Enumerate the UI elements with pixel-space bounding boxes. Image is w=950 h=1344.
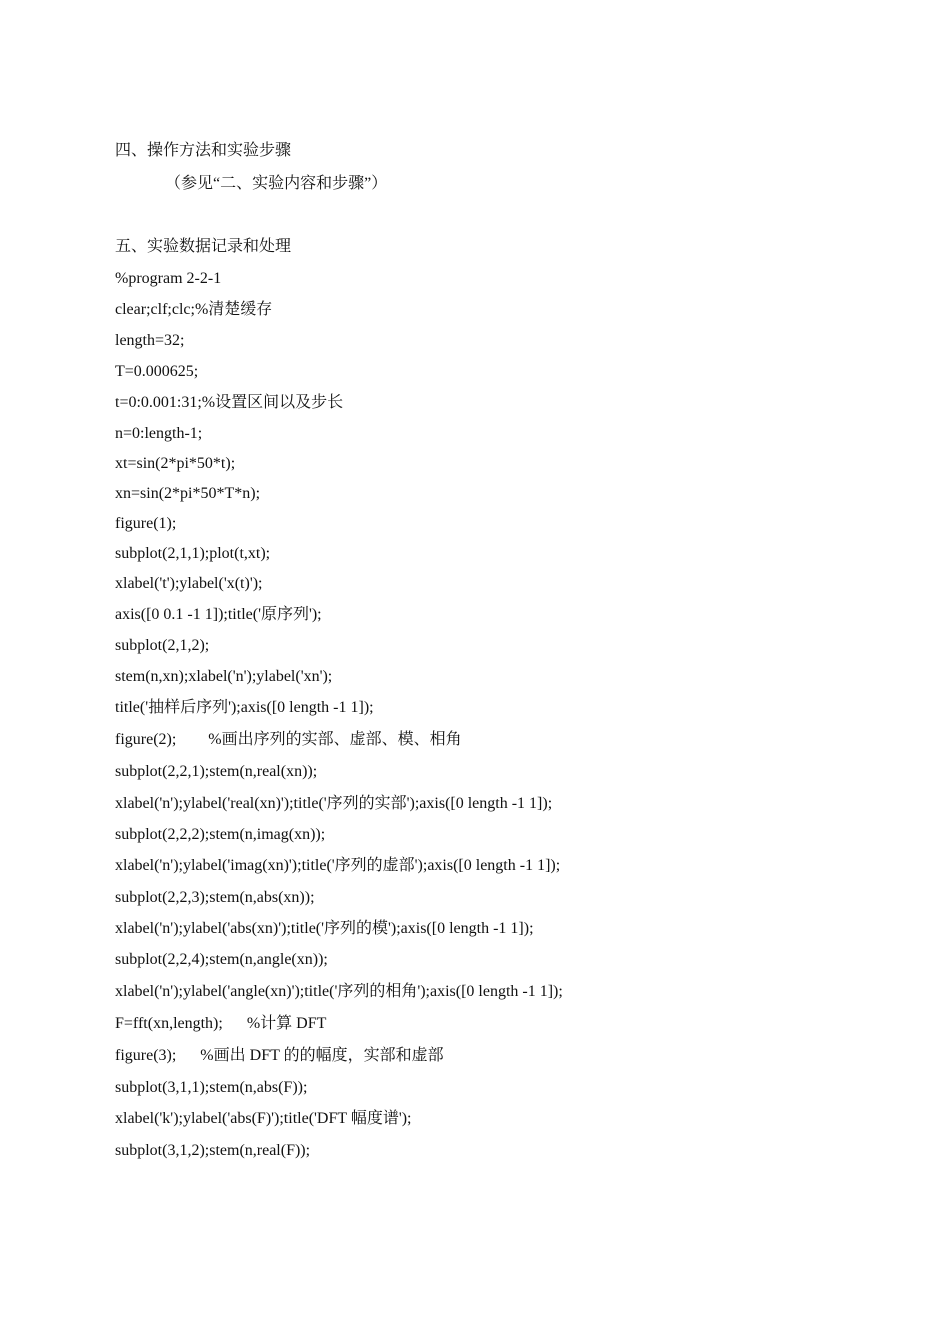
code-line: xlabel('n');ylabel('real(xn)');title('序列的实部');axis([0 length -1 1]); [115, 795, 553, 812]
code-line: %program 2-2-1 [115, 270, 222, 287]
code-line: figure(2); %画出序列的实部、虚部、模、相角 [115, 731, 462, 748]
code-line: length=32; [115, 332, 185, 349]
code-line: subplot(2,1,1);plot(t,xt); [115, 545, 271, 562]
code-line: xt=sin(2*pi*50*t); [115, 455, 236, 472]
code-line: n=0:length-1; [115, 425, 203, 442]
section-4-heading: 四、操作方法和实验步骤 [115, 142, 292, 159]
code-line: figure(1); [115, 515, 177, 532]
code-line: subplot(2,2,3);stem(n,abs(xn)); [115, 889, 315, 906]
section-5-heading: 五、实验数据记录和处理 [115, 238, 292, 255]
code-line: xlabel('n');ylabel('angle(xn)');title('序列的相角');axis([0 length -1 1]); [115, 983, 563, 1000]
code-line: subplot(2,1,2); [115, 637, 210, 654]
code-line: subplot(3,1,1);stem(n,abs(F)); [115, 1079, 308, 1096]
code-line: title('抽样后序列');axis([0 length -1 1]); [115, 699, 374, 716]
code-line: subplot(2,2,4);stem(n,angle(xn)); [115, 951, 328, 968]
code-line: axis([0 0.1 -1 1]);title('原序列'); [115, 606, 322, 623]
code-line: xlabel('t');ylabel('x(t)'); [115, 575, 263, 592]
code-line: subplot(2,2,2);stem(n,imag(xn)); [115, 826, 326, 843]
code-line: figure(3); %画出 DFT 的的幅度，实部和虚部 [115, 1047, 444, 1064]
code-line: subplot(2,2,1);stem(n,real(xn)); [115, 763, 318, 780]
code-line: xlabel('n');ylabel('abs(xn)');title('序列的模');axis([0 length -1 1]); [115, 920, 534, 937]
code-line: xlabel('k');ylabel('abs(F)');title('DFT 幅度谱'); [115, 1110, 412, 1127]
code-line: xlabel('n');ylabel('imag(xn)');title('序列的虚部');axis([0 length -1 1]); [115, 857, 561, 874]
code-line: F=fft(xn,length); %计算 DFT [115, 1015, 327, 1032]
code-line: t=0:0.001:31;%设置区间以及步长 [115, 394, 344, 411]
section-4-note: （参见“二、实验内容和步骤”） [165, 175, 388, 192]
code-line: subplot(3,1,2);stem(n,real(F)); [115, 1142, 311, 1159]
code-line: T=0.000625; [115, 363, 199, 380]
code-line: stem(n,xn);xlabel('n');ylabel('xn'); [115, 668, 333, 685]
code-line: clear;clf;clc;%清楚缓存 [115, 301, 273, 318]
code-line: xn=sin(2*pi*50*T*n); [115, 485, 261, 502]
